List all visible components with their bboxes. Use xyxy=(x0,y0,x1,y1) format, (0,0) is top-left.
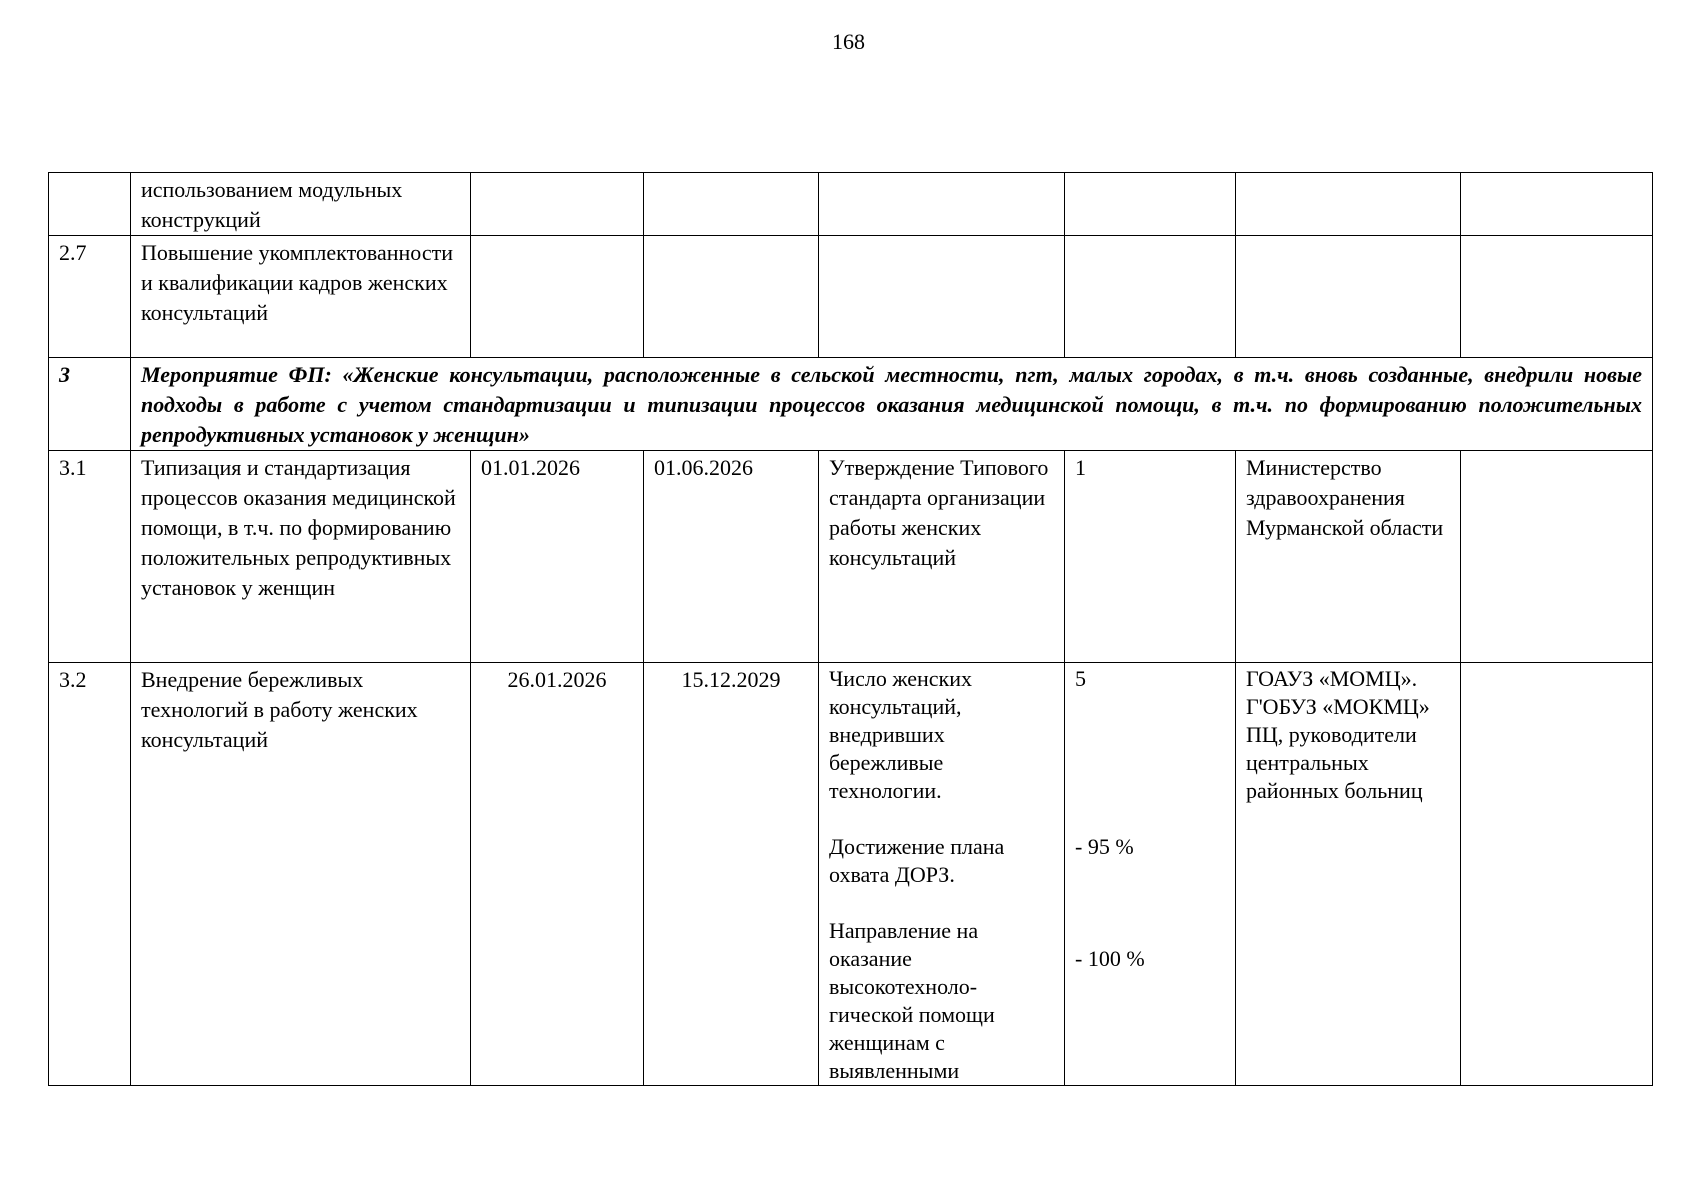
table-row xyxy=(49,663,1653,1086)
row-start-date: 01.01.2026 xyxy=(471,451,644,663)
table-row xyxy=(49,173,1653,236)
value-text: 5 xyxy=(1075,666,1086,691)
section-title: Мероприятие ФП: «Женские консультации, расположенные в сельской местности, пгт, малых городах, в т.ч. вновь созданные, внедрили новые подходы в работе с учетом стандартизации и типизации процессов оказания медицинской помощи, в т.ч. по формированию положительных репродуктивных установок у женщин» xyxy=(131,358,1653,451)
row-responsible: ГОАУЗ «МОМЦ». Г'ОБУЗ «МОКМЦ» ПЦ, руководители центральных районных больниц xyxy=(1236,663,1461,1086)
row-responsible xyxy=(1236,236,1461,358)
row-indicator xyxy=(819,173,1065,236)
page-number: 168 xyxy=(832,29,865,54)
row-value: 1 xyxy=(1065,451,1236,663)
section-row xyxy=(49,358,1653,451)
row-id: 3.2 xyxy=(49,663,131,1086)
row-name: использованием модульных конструкций xyxy=(131,173,471,236)
row-end-date xyxy=(644,236,819,358)
row-start-date: 26.01.2026 xyxy=(471,663,644,1086)
row-start-date xyxy=(471,173,644,236)
row-start-date xyxy=(471,236,644,358)
row-indicator xyxy=(819,663,1065,1086)
measures-table xyxy=(48,172,1653,1086)
row-note xyxy=(1461,663,1653,1086)
row-end-date: 15.12.2029 xyxy=(644,663,819,1086)
row-value xyxy=(1065,236,1236,358)
row-name: Повышение укомплектованности и квалификации кадров женских консультаций xyxy=(131,236,471,358)
row-responsible: Министерство здравоохранения Мурманской области xyxy=(1236,451,1461,663)
indicator-text: Число женских консультаций, внедривших бережливые технологии. xyxy=(829,666,972,803)
row-responsible xyxy=(1236,173,1461,236)
row-indicator xyxy=(819,236,1065,358)
row-id: 3.1 xyxy=(49,451,131,663)
row-note xyxy=(1461,451,1653,663)
row-indicator: Утверждение Типового стандарта организации работы женских консультаций xyxy=(819,451,1065,663)
table-row xyxy=(49,451,1653,663)
indicator-text: Направление на оказание высокотехноло-гической помощи женщинам с выявленными xyxy=(829,918,995,1083)
row-name: Типизация и стандартизация процессов оказания медицинской помощи, в т.ч. по формированию положительных репродуктивных установок у женщин xyxy=(131,451,471,663)
row-id xyxy=(49,173,131,236)
row-end-date: 01.06.2026 xyxy=(644,451,819,663)
table-row xyxy=(49,236,1653,358)
indicator-text: Достижение плана охвата ДОРЗ. xyxy=(829,834,1005,887)
row-note xyxy=(1461,173,1653,236)
row-value xyxy=(1065,663,1236,1086)
row-id: 2.7 xyxy=(49,236,131,358)
row-end-date xyxy=(644,173,819,236)
value-text: - 95 % xyxy=(1075,834,1134,859)
row-value xyxy=(1065,173,1236,236)
section-id: 3 xyxy=(49,358,131,451)
row-note xyxy=(1461,236,1653,358)
value-text: - 100 % xyxy=(1075,946,1145,971)
row-name: Внедрение бережливых технологий в работу женских консультаций xyxy=(131,663,471,1086)
